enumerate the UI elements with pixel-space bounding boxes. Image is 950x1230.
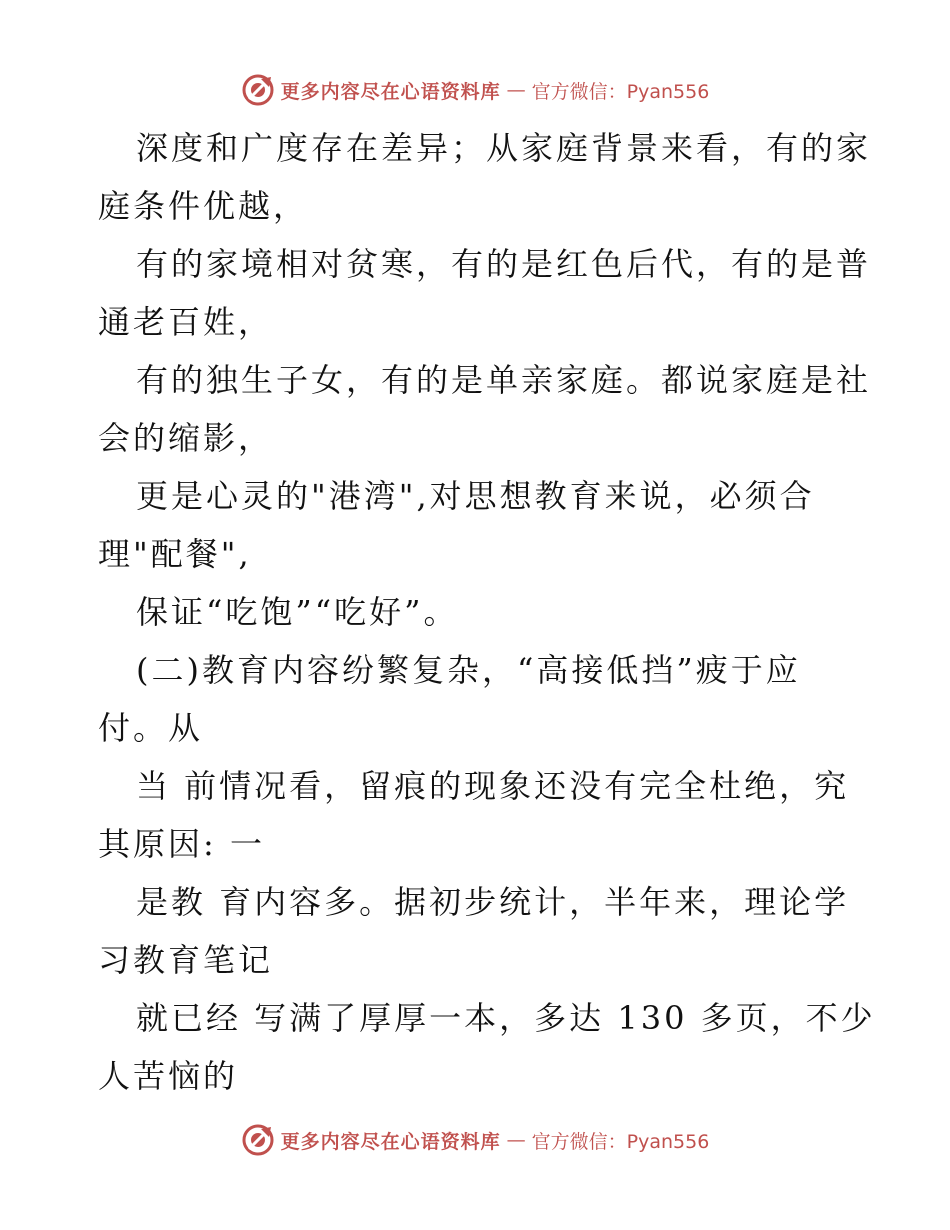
text-line: 有的独生子女，有的是单亲家庭。都说家庭是社 (136, 361, 872, 399)
text-line: 会的缩影， (98, 419, 274, 457)
text-line: 庭条件优越， (98, 187, 309, 225)
text-line: 理"配餐", (98, 535, 252, 573)
text-line: 是教 育内容多。据初步统计，半年来，理论学 (136, 883, 850, 921)
banner-separator: — (506, 1129, 526, 1151)
brand-logo-icon (241, 73, 275, 107)
header-watermark-banner (0, 70, 950, 110)
banner-contact: 官方微信：Pyan556 (531, 1130, 710, 1153)
section-heading-line: (二)教育内容纷繁复杂，“高接低挡”疲于应 (136, 651, 801, 689)
brand-logo-icon (241, 1123, 275, 1157)
text-line: 保证“吃饱”“吃好”。 (136, 593, 459, 631)
banner-text: 更多内容尽在心语资料库 (280, 80, 501, 103)
text-line: 人苦恼的 (98, 1057, 239, 1095)
text-line: 通老百姓， (98, 303, 274, 341)
banner-separator: — (506, 79, 526, 101)
banner-text: 更多内容尽在心语资料库 (280, 1130, 501, 1153)
text-line: 习教育笔记 (98, 941, 274, 979)
text-line: 深度和广度存在差异；从家庭背景来看，有的家 (136, 129, 872, 167)
banner-contact: 官方微信：Pyan556 (531, 80, 710, 103)
text-line: 其原因: 一 (98, 825, 265, 863)
text-line: 更是心灵的"港湾",对思想教育来说，必须合 (136, 477, 815, 515)
text-line: 当 前情况看，留痕的现象还没有完全杜绝，究 (136, 767, 850, 805)
text-line: 就已经 写满了厚厚一本，多达 130 多页，不少 (136, 999, 876, 1037)
text-line: 有的家境相对贫寒，有的是红色后代，有的是普 (136, 245, 872, 283)
text-line: 付。从 (98, 709, 204, 747)
footer-watermark-banner (0, 1120, 950, 1160)
